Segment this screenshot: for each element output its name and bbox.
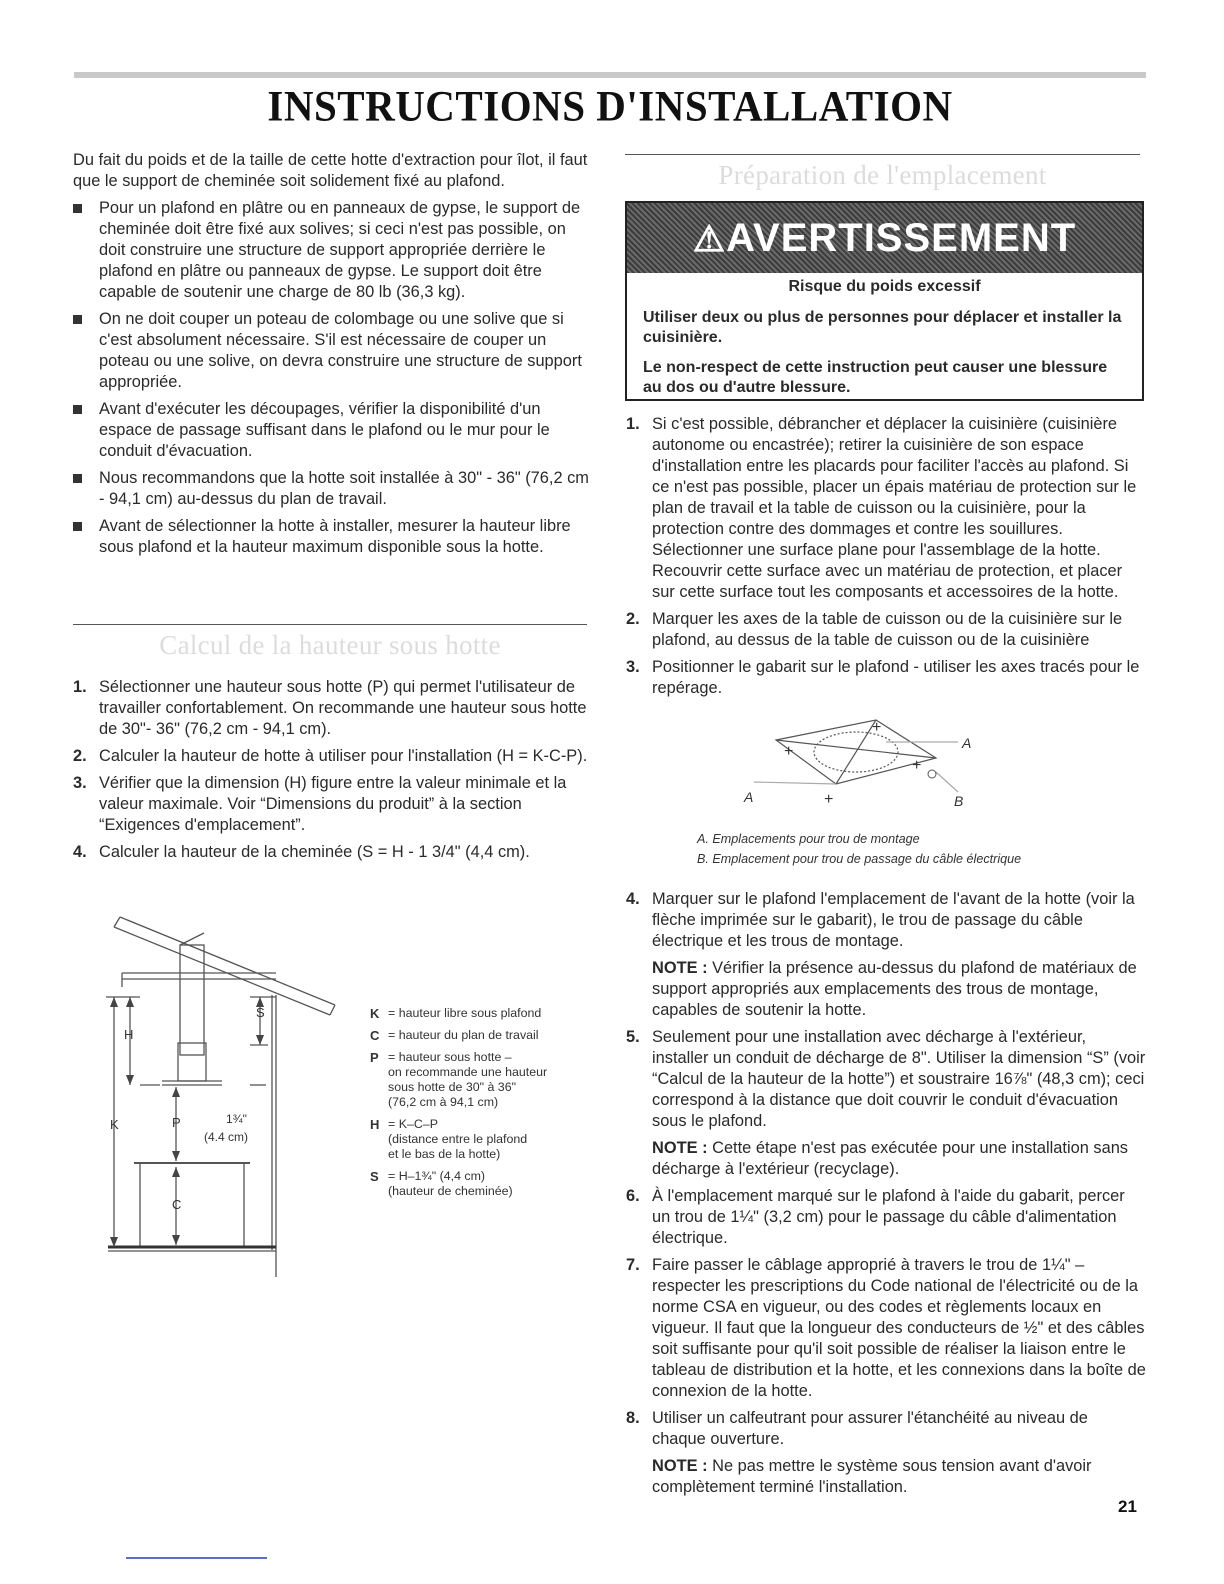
list-item (626, 1186, 1146, 1249)
list-item: Nous recommandons que la hotte soit installée à 30" - 36" (76,2 cm - 94,1 cm) au-dessus du plan de travail. (73, 468, 593, 510)
step-number: 4. (626, 890, 640, 908)
note-text: Cette étape n'est pas exécutée pour une installation sans décharge à l'extérieur (recyclage). (652, 1139, 1129, 1178)
page-title: INSTRUCTIONS D'INSTALLATION (267, 81, 953, 131)
list-item (73, 842, 593, 863)
section-title-hood-height: Calcul de la hauteur sous hotte (159, 630, 501, 660)
step-note (652, 1456, 1146, 1498)
legend-text: hauteur libre sous plafond (398, 1006, 542, 1020)
diagram-label-k: K (110, 1117, 119, 1132)
section-divider (73, 624, 587, 625)
step-text: Seulement pour une installation avec décharge à l'extérieur, installer un conduit de décharge de 8". Utiliser la dimension “S” (voir “Calcul de la hauteur de la hotte”) et soustraire 16⅞" (48,3 cm); ceci correspond à la distance que doit couvrir le conduit d'évacuation sous le plafond. (652, 1028, 1146, 1130)
top-rule (74, 72, 1146, 78)
step-number: 6. (626, 1187, 640, 1205)
step-number: 5. (626, 1028, 640, 1046)
diagram-label-c: C (172, 1197, 182, 1212)
warning-header (627, 203, 1142, 273)
page-number: 21 (1118, 1497, 1137, 1516)
svg-text:+: + (912, 757, 922, 774)
intro-text: Du fait du poids et de la taille de cette hotte d'extraction pour îlot, il faut que le support de cheminée soit solidement fixé au plafond. (73, 151, 588, 190)
note-label: NOTE : (652, 1139, 708, 1157)
step-note (652, 958, 1146, 1021)
legend-text: K–C–P (398, 1117, 438, 1131)
legend-key: P (370, 1050, 379, 1065)
legend-entry (370, 1050, 547, 1110)
legend-entry (370, 1006, 547, 1021)
warning-heading: AVERTISSEMENT (726, 216, 1077, 260)
svg-text:+: + (824, 791, 834, 808)
step-text: Positionner le gabarit sur le plafond - utiliser les axes tracés pour le repérage. (652, 658, 1140, 697)
step-number: 8. (626, 1409, 640, 1427)
diagram-label-s: S (256, 1005, 265, 1020)
legend-text: hauteur sous hotte – (398, 1050, 512, 1064)
note-text: Ne pas mettre le système sous tension avant d'avoir complètement terminé l'installation. (652, 1457, 1092, 1496)
legend-equals: = (388, 1050, 396, 1064)
requirements-list (73, 198, 593, 558)
legend-subtext: on recommande une hauteur (388, 1065, 548, 1079)
step-text: À l'emplacement marqué sur le plafond à l'aide du gabarit, percer un trou de 1¼" (3,2 cm) pour le passage du câble d'alimentation électrique. (652, 1187, 1125, 1247)
legend-equals: = (388, 1006, 396, 1020)
legend-subtext: (76,2 cm à 94,1 cm) (388, 1095, 499, 1109)
step-number: 1. (626, 415, 640, 433)
legend-entry (370, 1028, 547, 1043)
list-item (626, 1255, 1146, 1402)
svg-text:+: + (784, 743, 794, 760)
footer-rule (126, 1557, 267, 1559)
diagram-legend (370, 1006, 547, 1206)
caption-line: B. Emplacement pour trou de passage du câble électrique (697, 852, 1022, 866)
step-number: 1. (73, 678, 87, 696)
template-caption (697, 829, 1021, 869)
list-item (73, 677, 593, 740)
step-text: Si c'est possible, débrancher et déplacer la cuisinière (cuisinière autonome ou encastrée); retirer la cuisinière de son espace d'installation entre les placards pour faciliter l'accès au plafond. Si ce n'est pas possible, placer un épais matériau de protection sur le plan de travail et la table de cuisson ou la cuisinière, pour la protection contre des dommages et contre les souillures. Sélectionner une surface plane pour l'assemblage de la hotte. Recouvrir cette surface avec un matériau de protection, et placer sur cette surface tout les composants et accessoires de la hotte. (652, 415, 1137, 601)
list-item (626, 1408, 1146, 1498)
warning-body (627, 277, 1142, 398)
legend-text: hauteur du plan de travail (398, 1028, 539, 1042)
list-item: On ne doit couper un poteau de colombage ou une solive que si c'est absolument nécessaire. S'il est nécessaire de couper un poteau ou une solive, on devra construire une structure de support appropriée. (73, 309, 593, 393)
warning-triangle-icon: ⚠ (692, 218, 727, 259)
list-item: Avant d'exécuter les découpages, vérifier la disponibilité d'un espace de passage suffisant dans le plafond ou le mur pour le conduit d'évacuation. (73, 399, 593, 462)
diagram-label-p: P (172, 1115, 181, 1130)
height-diagram (100, 905, 360, 1285)
section-title-site-prep: Préparation de l'emplacement (718, 160, 1047, 190)
diagram-dim-cm: (4.4 cm) (204, 1130, 249, 1144)
list-item: Pour un plafond en plâtre ou en panneaux de gypse, le support de cheminée doit être fixé aux solives; si ceci n'est pas possible, on doit construire une structure de support appropriée derrière le plafond en plâtre ou panneaux de gypse. Le support doit être capable de soutenir une charge de 80 lb (36,3 kg). (73, 198, 593, 303)
template-label-a: A (962, 735, 972, 751)
step-text: Vérifier que la dimension (H) figure entre la valeur minimale et la valeur maximale. Voir “Dimensions du produit” à la section “Exigences d'emplacement”. (99, 774, 567, 834)
template-label-b: B (954, 793, 964, 809)
legend-text: H–1¾" (4,4 cm) (398, 1169, 486, 1183)
legend-key: S (370, 1169, 379, 1184)
step-text: Marquer sur le plafond l'emplacement de l'avant de la hotte (voir la flèche imprimée sur le gabarit), le trou de passage du câble électrique et les trous de montage. (652, 890, 1135, 950)
step-number: 7. (626, 1256, 640, 1274)
legend-equals: = (388, 1169, 396, 1183)
list-item (626, 1027, 1146, 1180)
legend-key: K (370, 1006, 380, 1021)
legend-equals: = (388, 1117, 396, 1131)
step-text: Faire passer le câblage approprié à travers le trou de 1¼" – respecter les prescriptions du Code national de l'électricité ou de la norme CSA en vigueur, ou des codes et règlements locaux en vigueur. Il faut que la longueur des conducteurs de ½" et des câbles soit suffisante pour qu'il soit possible de réaliser la liaison entre le tableau de distribution et la hotte, et les connexions dans la boîte de connexion de la hotte. (652, 1256, 1146, 1400)
installation-steps (626, 889, 1146, 1504)
legend-equals: = (388, 1028, 396, 1042)
legend-key: H (370, 1117, 380, 1132)
step-text: Utiliser un calfeutrant pour assurer l'étanchéité au niveau de chaque ouverture. (652, 1409, 1088, 1448)
list-item: Avant de sélectionner la hotte à installer, mesurer la hauteur libre sous plafond et la hauteur maximum disponible sous la hotte. (73, 516, 593, 558)
step-text: Sélectionner une hauteur sous hotte (P) qui permet l'utilisateur de travailler confortablement. On recommande une hauteur sous hotte de 30"- 36" (76,2 cm - 94,1 cm). (99, 678, 587, 738)
note-text: Vérifier la présence au-dessus du plafond de matériaux de support appropriés aux emplacements des trous de montage, capables de soutenir la hotte. (652, 959, 1137, 1019)
step-number: 2. (626, 610, 640, 628)
warning-line: Le non-respect de cette instruction peut causer une blessure au dos ou d'autre blessure. (643, 359, 1108, 396)
template-diagram (736, 712, 986, 812)
diagram-label-h: H (124, 1027, 134, 1042)
legend-subtext: (hauteur de cheminée) (388, 1184, 513, 1198)
legend-entry (370, 1117, 547, 1162)
legend-key: C (370, 1028, 380, 1043)
step-number: 2. (73, 747, 87, 765)
hood-height-steps (73, 677, 593, 869)
note-label: NOTE : (652, 1457, 708, 1475)
legend-subtext: (distance entre le plafond (388, 1132, 528, 1146)
list-item (73, 746, 593, 767)
list-item (626, 609, 1146, 651)
list-item (73, 773, 593, 836)
warning-line: Utiliser deux ou plus de personnes pour déplacer et installer la cuisinière. (643, 309, 1122, 346)
list-item (626, 414, 1146, 603)
step-number: 3. (626, 658, 640, 676)
list-item (626, 889, 1146, 1021)
svg-text:+: + (872, 719, 882, 736)
step-text: Calculer la hauteur de la cheminée (S = H - 1 3/4" (4,4 cm). (99, 843, 530, 861)
note-label: NOTE : (652, 959, 708, 977)
step-text: Calculer la hauteur de hotte à utiliser pour l'installation (H = K-C-P). (99, 747, 588, 765)
step-number: 3. (73, 774, 87, 792)
warning-title: Risque du poids excessif (788, 278, 981, 295)
step-number: 4. (73, 843, 87, 861)
caption-line: A. Emplacements pour trou de montage (697, 832, 920, 846)
site-prep-steps (626, 414, 1146, 705)
warning-box (625, 201, 1144, 401)
legend-entry (370, 1169, 547, 1199)
step-text: Marquer les axes de la table de cuisson ou de la cuisinière sur le plafond, au dessus de la table de cuisson ou de la cuisinière (652, 610, 1123, 649)
section-divider (625, 154, 1140, 155)
diagram-dim-inches: 1¾" (226, 1112, 247, 1126)
step-note (652, 1138, 1146, 1180)
left-column (73, 150, 593, 564)
template-label-a: A (744, 789, 754, 805)
legend-subtext: et le bas de la hotte) (388, 1147, 501, 1161)
list-item (626, 657, 1146, 699)
legend-subtext: sous hotte de 30" à 36" (388, 1080, 516, 1094)
